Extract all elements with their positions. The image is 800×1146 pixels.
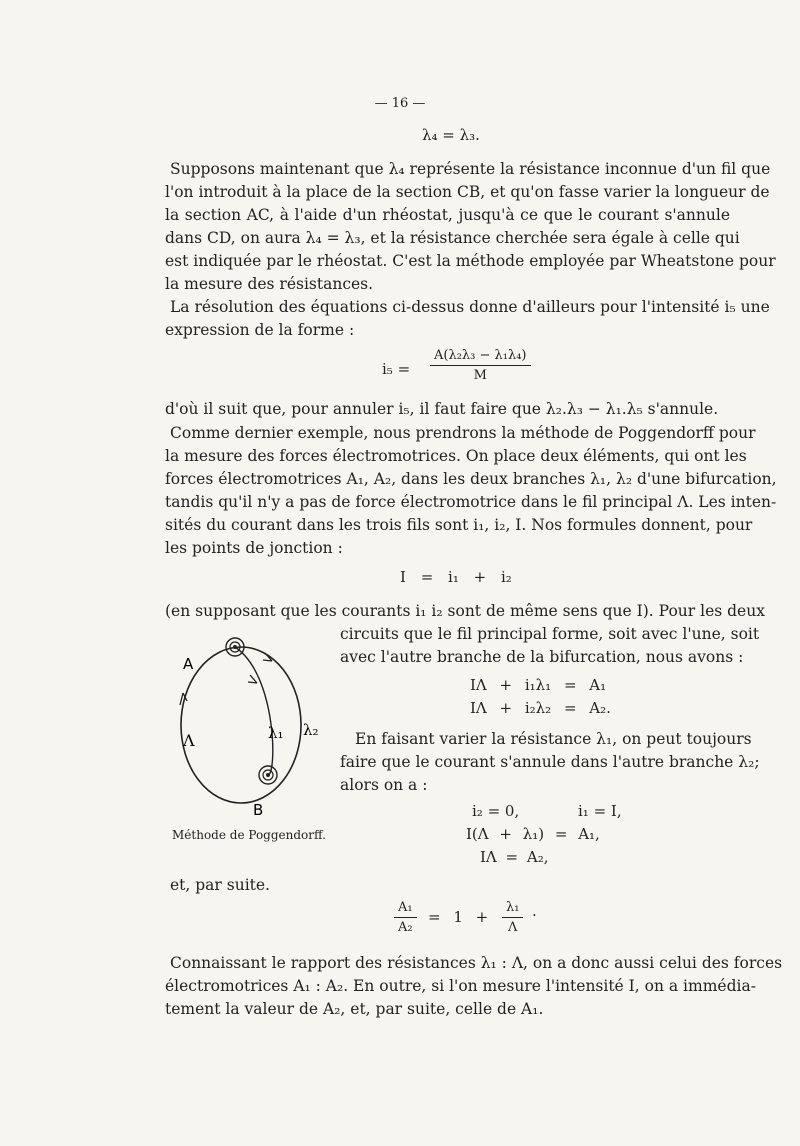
equation-top: λ₄ = λ₃. — [422, 126, 480, 144]
para1-line: est indiquée par le rhéostat. C'est la méthode employée par Wheatstone pour — [165, 252, 776, 270]
para8-line: Connaissant le rapport des résistances λ₁ : Λ, on a donc aussi celui des forces — [170, 954, 783, 972]
para1-line: l'on introduit à la place de la section CB, et qu'on fasse varier la longueur de — [165, 183, 770, 201]
eq-i5-numerator: A(λ₂λ₃ − λ₁λ₄) — [430, 348, 531, 366]
ratio-end: · — [532, 906, 537, 924]
para4-line: Comme dernier exemple, nous prendrons la méthode de Poggendorff pour — [170, 424, 756, 442]
system2-row1-left: i₂ = 0, — [472, 802, 520, 820]
ratio-den2: Λ — [508, 920, 518, 935]
para5-line: (en supposant que les courants i₁ i₂ sont de même sens que I). Pour les deux — [165, 602, 765, 620]
para7: et, par suite. — [170, 876, 270, 894]
para3: d'où il suit que, pour annuler i₅, il faut faire que λ₂.λ₃ − λ₁.λ₅ s'annule. — [165, 400, 719, 418]
label-l2: λ₂ — [303, 721, 319, 739]
para4-line: les points de jonction : — [165, 539, 343, 557]
poggendorff-diagram — [165, 625, 335, 815]
para6-line: alors on a : — [340, 776, 428, 794]
ratio-fraction-2 — [502, 900, 523, 935]
arrow-inner-icon — [248, 675, 257, 683]
eq-i5-lhs: i₅ = — [382, 360, 411, 378]
para1-line: la mesure des résistances. — [165, 275, 374, 293]
system2-row2: I(Λ + λ₁) = A₁, — [466, 825, 600, 843]
para8-line: électromotrices A₁ : A₂. En outre, si l'on mesure l'intensité I, on a immédia- — [165, 977, 756, 995]
para4-line: sités du courant dans les trois fils sont i₁, i₂, I. Nos formules donnent, pour — [165, 516, 753, 534]
system1-eq2: IΛ + i₂λ₂ = A₂. — [470, 699, 611, 717]
label-A: A — [183, 655, 194, 673]
eq-i5-fraction — [430, 348, 531, 383]
ratio-fraction-1 — [394, 900, 417, 935]
ratio-mid: = 1 + — [428, 908, 489, 926]
system2-row3: IΛ = A₂, — [480, 848, 549, 866]
para5-line: circuits que le fil principal forme, soit avec l'une, soit — [340, 625, 760, 643]
eq-i5-denominator: M — [473, 368, 487, 383]
ratio-num1: A₁ — [394, 900, 417, 918]
label-B: B — [253, 801, 264, 815]
ratio-den1: A₂ — [398, 920, 413, 935]
label-l1: λ₁ — [268, 724, 284, 742]
equation-I: I = i₁ + i₂ — [400, 568, 512, 586]
para1-line: dans CD, on aura λ₄ = λ₃, et la résistance cherchée sera égale à celle qui — [165, 229, 740, 247]
para6-line: En faisant varier la résistance λ₁, on peut toujours — [355, 730, 752, 748]
figure-caption: Méthode de Poggendorff. — [172, 828, 326, 842]
para1-line: la section AC, à l'aide d'un rhéostat, jusqu'à ce que le courant s'annule — [165, 206, 730, 224]
para4-line: tandis qu'il n'y a pas de force électromotrice dans le fil principal Λ. Les inten- — [165, 493, 777, 511]
para2-line: expression de la forme : — [165, 321, 355, 339]
para6-line: faire que le courant s'annule dans l'autre branche λ₂; — [340, 753, 760, 771]
para2-line: La résolution des équations ci-dessus donne d'ailleurs pour l'intensité i₅ une — [170, 298, 770, 316]
para8-line: tement la valeur de A₂, et, par suite, celle de A₁. — [165, 1000, 544, 1018]
label-main: Λ — [183, 731, 195, 750]
para1-line: Supposons maintenant que λ₄ représente la résistance inconnue d'un fil que — [170, 160, 771, 178]
para5-line: avec l'autre branche de la bifurcation, nous avons : — [340, 648, 744, 666]
system1-eq1: IΛ + i₁λ₁ = A₁ — [470, 676, 607, 694]
para4-line: la mesure des forces électromotrices. On place deux éléments, qui ont les — [165, 447, 747, 465]
ratio-num2: λ₁ — [502, 900, 523, 918]
branch-wire — [235, 647, 273, 775]
para4-line: forces électromotrices A₁, A₂, dans les deux branches λ₁, λ₂ d'une bifurcation, — [165, 470, 777, 488]
system2-row1-right: i₁ = I, — [578, 802, 622, 820]
page-number: — 16 — — [374, 96, 426, 111]
